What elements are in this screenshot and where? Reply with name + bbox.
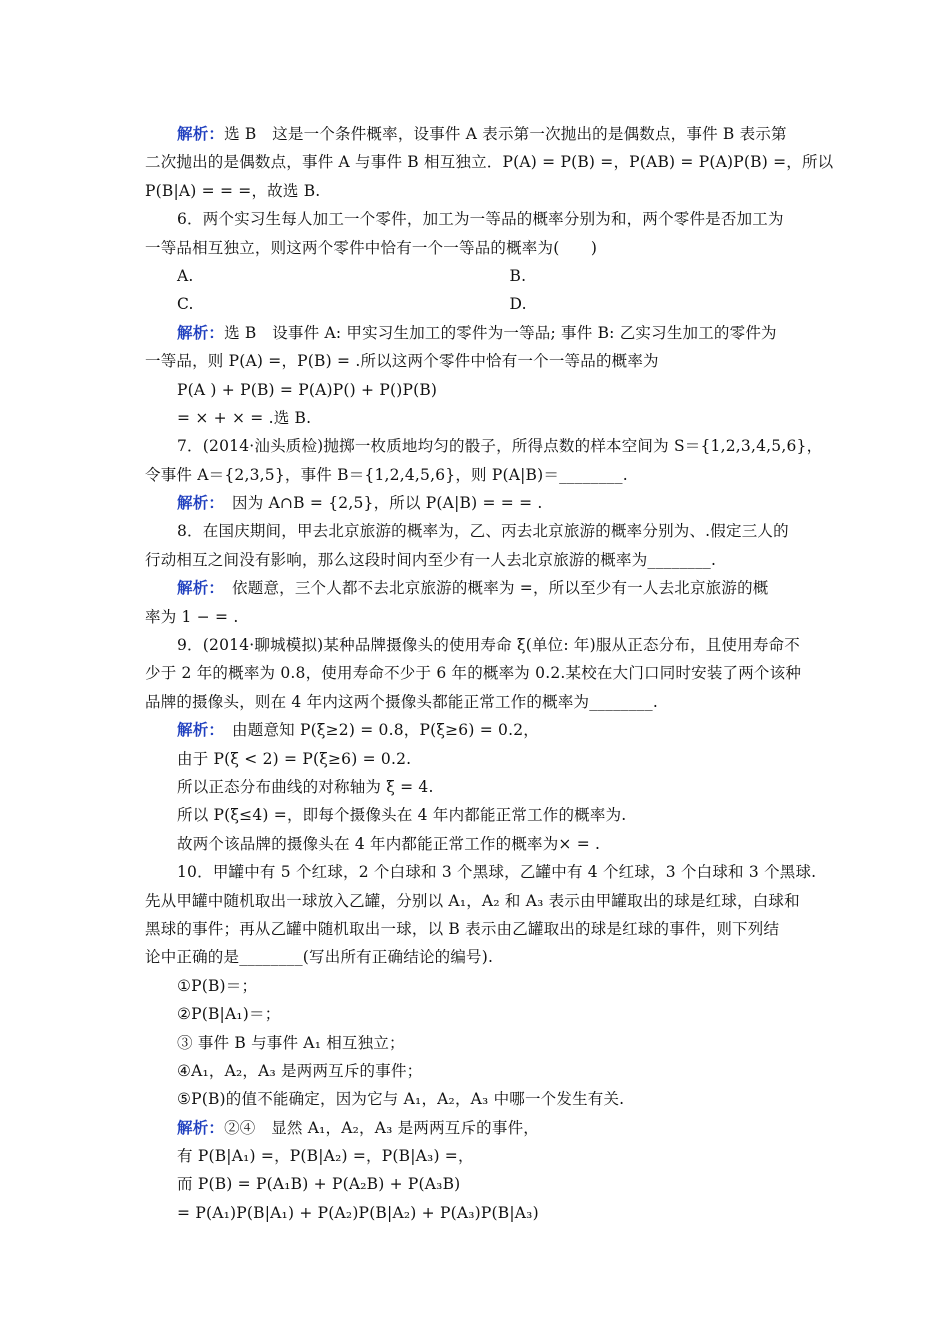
line-text: 选 B 这是一个条件概率，设事件 A 表示第一次抛出的是偶数点，事件 B 表示第 <box>224 125 787 143</box>
line-text: 由于 P(ξ < 2) = P(ξ≥6) = 0.2. <box>177 749 412 768</box>
line-text: = P(A₁)P(B|A₁) + P(A₂)P(B|A₂) + P(A₃)P(B|A₃) <box>177 1203 539 1222</box>
line-text: 一等品，则 P(A) =，P(B) = .所以这两个零件中恰有一个一等品的概率为 <box>145 352 659 371</box>
line-text: 率为 1 − = . <box>145 607 239 626</box>
text-line <box>145 1057 810 1085</box>
text-line <box>145 915 810 943</box>
line-text: ②④ 显然 A₁，A₂，A₃ 是两两互斥的事件， <box>224 1118 539 1137</box>
line-text: 少于 2 年的概率为 0.8，使用寿命不少于 6 年的概率为 0.2.某校在大门口同时安装了两个该种 <box>145 664 802 683</box>
text-line <box>145 205 810 233</box>
text-line <box>145 319 810 347</box>
text-line <box>145 801 810 829</box>
text-line <box>145 376 810 404</box>
line-text: 9．(2014·聊城模拟)某种品牌摄像头的使用寿命 ξ(单位: 年)服从正态分布，且使用寿命不 <box>177 636 800 655</box>
text-line <box>145 716 810 744</box>
text-line <box>145 830 810 858</box>
line-text: ①P(B)＝； <box>177 976 258 995</box>
solution-label: 解析： <box>177 125 225 143</box>
options-row <box>145 290 810 318</box>
text-line <box>145 1199 810 1227</box>
answer-option: A. <box>177 266 194 285</box>
line-text: = × + × = .选 B. <box>177 408 312 427</box>
line-text: 所以正态分布曲线的对称轴为 ξ = 4. <box>177 777 434 796</box>
line-text: 由题意知 P(ξ≥2) = 0.8，P(ξ≥6) = 0.2， <box>216 721 539 740</box>
line-text: 10．甲罐中有 5 个红球，2 个白球和 3 个黑球，乙罐中有 4 个红球，3 个白球和 3 个黑球. <box>177 863 817 882</box>
line-text: 黑球的事件；再从乙罐中随机取出一球，以 B 表示由乙罐取出的球是红球的事件，则下列结 <box>145 919 780 938</box>
line-text: 先从甲罐中随机取出一球放入乙罐，分别以 A₁，A₂ 和 A₃ 表示由甲罐取出的球是红球，白球和 <box>145 891 800 910</box>
line-text: 一等品相互独立，则这两个零件中恰有一个一等品的概率为( ) <box>145 238 598 257</box>
text-line <box>145 517 810 545</box>
line-text: P(A ) + P(B) = P(A)P() + P()P(B) <box>177 380 438 399</box>
solution-label: 解析： <box>177 1118 225 1137</box>
line-text: 论中正确的是________(写出所有正确结论的编号). <box>145 948 494 967</box>
line-text: 有 P(B|A₁) =，P(B|A₂) =，P(B|A₃) =， <box>177 1147 474 1166</box>
text-line <box>145 1000 810 1028</box>
line-text: 行动相互之间没有影响，那么这段时间内至少有一人去北京旅游的概率为________. <box>145 550 717 569</box>
solution-label: 解析： <box>177 494 217 513</box>
line-text: 选 B 设事件 A: 甲实习生加工的零件为一等品; 事件 B: 乙实习生加工的零件为 <box>224 323 777 342</box>
text-line <box>145 148 834 176</box>
line-text: 令事件 A＝{2,3,5}，事件 B＝{1,2,4,5,6}，则 P(A|B)＝________. <box>145 465 628 484</box>
solution-label: 解析： <box>177 579 217 598</box>
line-text: 6．两个实习生每人加工一个零件，加工为一等品的概率分别为和，两个零件是否加工为 <box>177 210 784 229</box>
text-line <box>145 432 823 460</box>
answer-option: B. <box>509 266 527 285</box>
answer-option: C. <box>177 295 194 314</box>
answer-option: D. <box>509 295 527 314</box>
line-text: 7．(2014·汕头质检)抛掷一枚质地均匀的骰子，所得点数的样本空间为 S＝{1,2,3,4,5,6}， <box>177 437 823 456</box>
text-line <box>145 1029 810 1057</box>
text-line <box>145 943 810 971</box>
text-line <box>145 659 810 687</box>
line-text: 因为 A∩B = {2,5}，所以 P(A|B) = = = . <box>216 494 543 513</box>
line-text: P(B|A) = = =，故选 B. <box>145 181 321 200</box>
line-text: ②P(B|A₁)＝； <box>177 1005 281 1024</box>
solution-label: 解析： <box>177 323 225 342</box>
text-line <box>145 972 810 1000</box>
text-line <box>145 120 810 148</box>
text-line <box>145 404 810 432</box>
text-line <box>145 773 810 801</box>
line-text: ④A₁，A₂，A₃ 是两两互斥的事件； <box>177 1061 423 1080</box>
text-line <box>145 1085 810 1113</box>
text-line <box>145 1170 810 1198</box>
text-line <box>145 858 817 886</box>
text-line <box>145 745 810 773</box>
line-text: 而 P(B) = P(A₁B) + P(A₂B) + P(A₃B) <box>177 1175 461 1194</box>
text-line <box>145 234 810 262</box>
line-text: 依题意，三个人都不去北京旅游的概率为 =，所以至少有一人去北京旅游的概 <box>216 579 769 598</box>
line-text: ⑤P(B)的值不能确定，因为它与 A₁，A₂，A₃ 中哪一个发生有关. <box>177 1090 625 1109</box>
text-line <box>145 177 810 205</box>
document-body <box>145 120 834 1227</box>
text-line <box>145 603 810 631</box>
text-line <box>145 347 810 375</box>
line-text: 二次抛出的是偶数点，事件 A 与事件 B 相互独立．P(A) = P(B) =，P(AB) = P(A)P(B) =，所以 <box>145 153 834 172</box>
line-text: 故两个该品牌的摄像头在 4 年内都能正常工作的概率为× = . <box>177 834 601 853</box>
solution-label: 解析： <box>177 721 217 740</box>
line-text: 8．在国庆期间，甲去北京旅游的概率为，乙、丙去北京旅游的概率分别为、.假定三人的 <box>177 522 789 541</box>
options-row <box>145 262 810 290</box>
text-line <box>145 688 810 716</box>
text-line <box>145 887 810 915</box>
text-line <box>145 1114 810 1142</box>
line-text: ③ 事件 B 与事件 A₁ 相互独立； <box>177 1033 405 1052</box>
text-line <box>145 461 810 489</box>
line-text: 品牌的摄像头，则在 4 年内这两个摄像头都能正常工作的概率为________. <box>145 692 658 711</box>
text-line <box>145 631 810 659</box>
text-line <box>145 546 810 574</box>
text-line <box>145 489 810 517</box>
line-text: 所以 P(ξ≤4) =，即每个摄像头在 4 年内都能正常工作的概率为. <box>177 806 627 825</box>
text-line <box>145 1142 810 1170</box>
text-line <box>145 574 810 602</box>
